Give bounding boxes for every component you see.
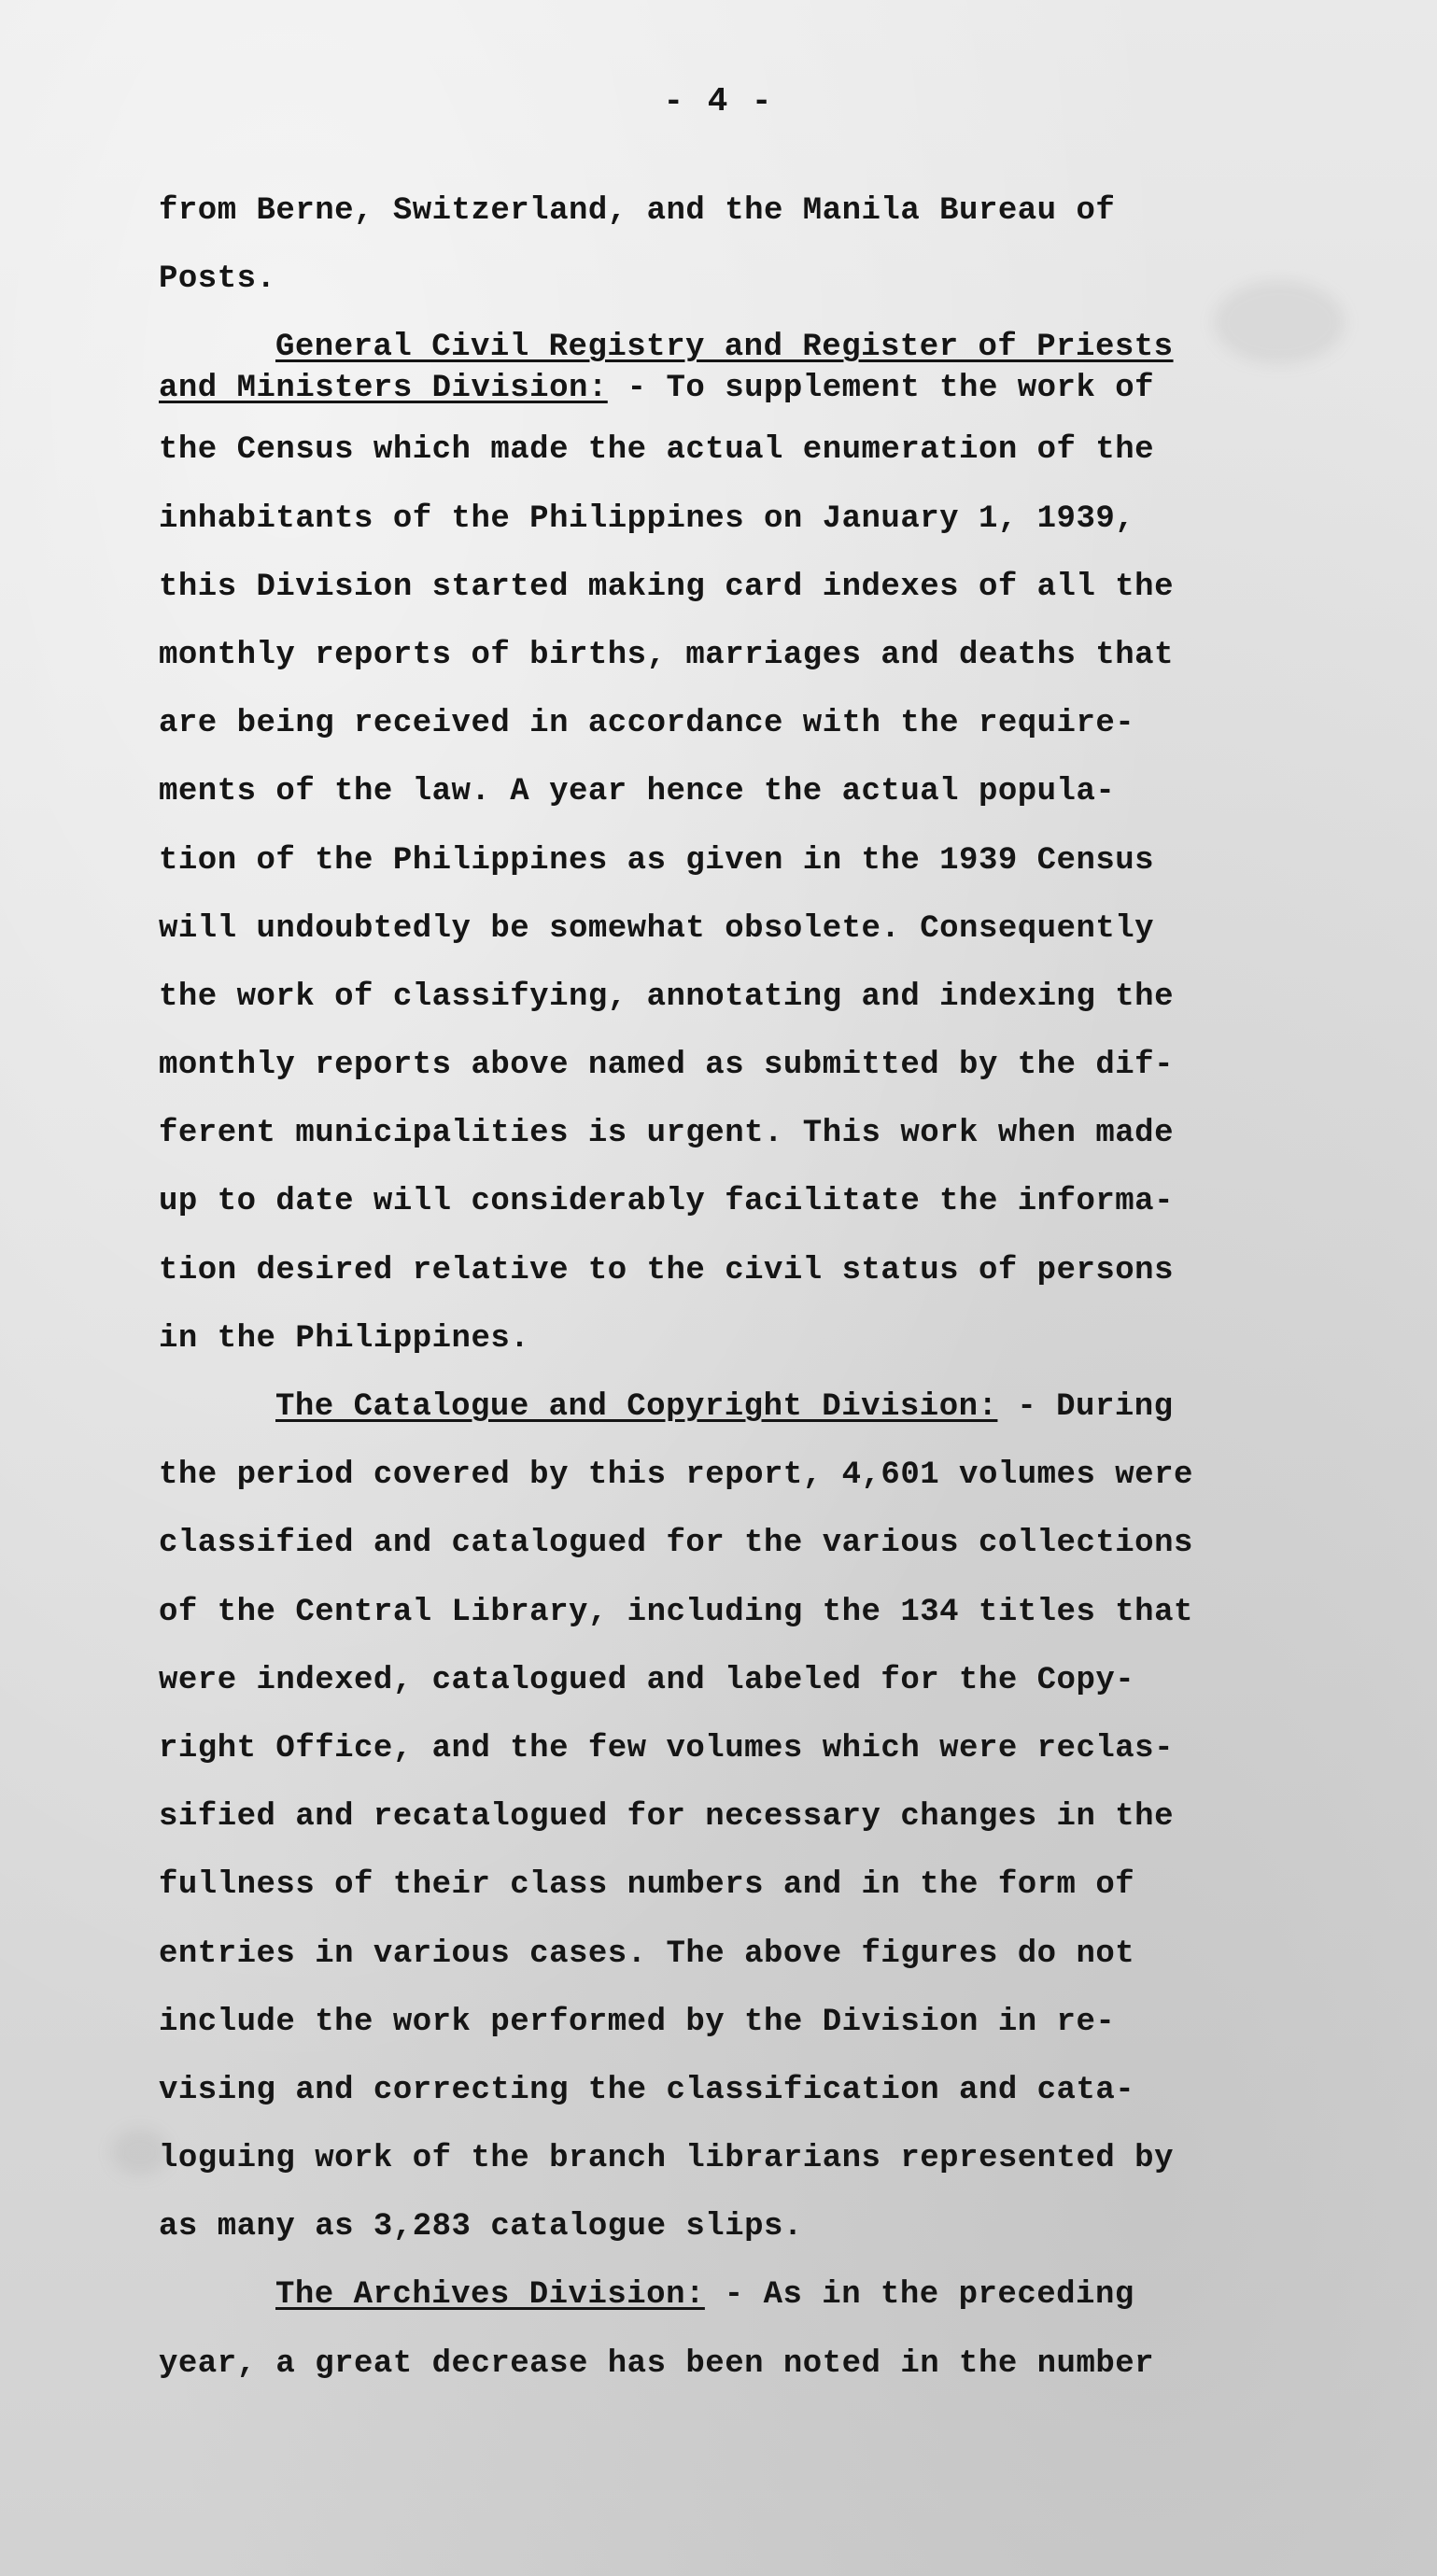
text-line: sified and recatalogued for necessary changes in the xyxy=(159,1799,1174,1836)
text-line: in the Philippines. xyxy=(159,1320,530,1357)
text-line: tion desired relative to the civil status of persons xyxy=(159,1252,1174,1288)
text-line: inhabitants of the Philippines on January 1, 1939, xyxy=(159,500,1135,537)
text-line: monthly reports above named as submitted by the dif- xyxy=(159,1048,1174,1084)
text-line: monthly reports of births, marriages and deaths that xyxy=(159,637,1174,673)
text-line: vising and correcting the classification and cata- xyxy=(159,2072,1135,2108)
heading-rest: - As in the preceding xyxy=(704,2277,1134,2314)
text-line: tion of the Philippines as given in the 1939 Census xyxy=(159,842,1155,879)
section-heading-civil-registry xyxy=(159,327,1307,368)
text-line: include the work performed by the Division in re- xyxy=(159,2004,1116,2040)
text-line: the work of classifying, annotating and indexing the xyxy=(159,978,1174,1015)
heading-text: General Civil Registry and Register of Priests xyxy=(275,330,1174,366)
section-heading-civil-registry-cont xyxy=(159,368,1307,409)
text-line: up to date will considerably facilitate the informa- xyxy=(159,1184,1174,1220)
text-line: are being received in accordance with the require- xyxy=(159,706,1135,742)
heading-rest: - During xyxy=(997,1389,1174,1425)
text-line: Posts. xyxy=(159,261,276,298)
heading-text: The Archives Division: xyxy=(275,2277,705,2314)
text-line: loguing work of the branch librarians represented by xyxy=(159,2141,1174,2177)
text-line: ments of the law. A year hence the actual popula- xyxy=(159,774,1116,810)
text-line: of the Central Library, including the 134 titles that xyxy=(159,1594,1193,1630)
text-line: fullness of their class numbers and in the form of xyxy=(159,1867,1135,1904)
text-line: will undoubtedly be somewhat obsolete. Consequently xyxy=(159,910,1155,947)
heading-text: The Catalogue and Copyright Division: xyxy=(275,1389,998,1425)
text-line: classified and catalogued for the various collections xyxy=(159,1526,1193,1562)
heading-text: and Ministers Division: xyxy=(159,371,608,407)
page-number: - 4 - xyxy=(663,82,774,120)
text-line: right Office, and the few volumes which were reclas- xyxy=(159,1730,1174,1767)
text-line: were indexed, catalogued and labeled for the Copy- xyxy=(159,1662,1135,1698)
section-heading-catalogue xyxy=(159,1373,1307,1442)
heading-rest: - To supplement the work of xyxy=(607,371,1155,407)
text-line: the Census which made the actual enumeration of the xyxy=(159,432,1155,469)
text-line: the period covered by this report, 4,601 volumes were xyxy=(159,1457,1193,1494)
section-heading-archives xyxy=(159,2261,1307,2330)
text-line: year, a great decrease has been noted in the number xyxy=(159,2345,1155,2382)
text-line: ferent municipalities is urgent. This work when made xyxy=(159,1116,1174,1152)
body-text xyxy=(159,177,1307,2399)
text-line: this Division started making card indexes of all the xyxy=(159,569,1174,605)
text-line: from Berne, Switzerland, and the Manila Bureau of xyxy=(159,193,1116,229)
text-line: as many as 3,283 catalogue slips. xyxy=(159,2209,803,2245)
text-line: entries in various cases. The above figures do not xyxy=(159,1936,1135,1972)
